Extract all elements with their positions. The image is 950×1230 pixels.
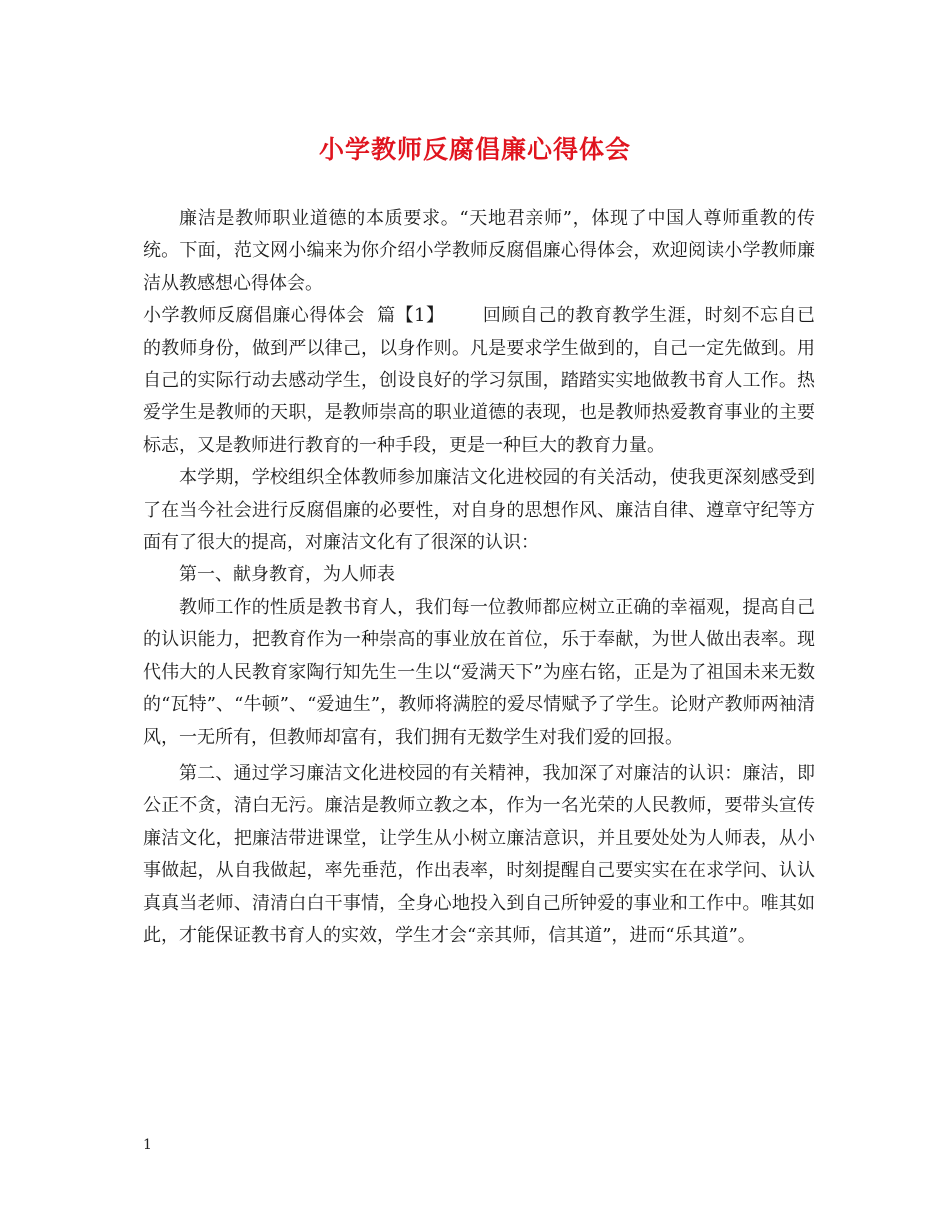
body-paragraph: 本学期，学校组织全体教师参加廉洁文化进校园的有关活动，使我更深刻感受到了在当今社会进行反腐倡廉的必要性，对自身的思想作风、廉洁自律、遵章守纪等方面有了很大的提高，对廉洁文化有了很深的认识： — [143, 467, 815, 554]
intro-paragraph: 廉洁是教师职业道德的本质要求。“天地君亲师”，体现了中国人尊师重教的传统。下面，范文网小编来为你介绍小学教师反腐倡廉心得体会，欢迎阅读小学教师廉洁从教感想心得体会。 — [143, 208, 815, 294]
body-paragraph: 第二、通过学习廉洁文化进校园的有关精神，我加深了对廉洁的认识：廉洁，即公正不贪，清白无污。廉洁是教师立教之本，作为一名光荣的人民教师，要带头宣传廉洁文化，把廉洁带进课堂，让学生从小树立廉洁意识，并且要处处为人师表，从小事做起，从自我做起，率先垂范，作出表率，时刻提醒自己要实实在在求学问、认认真真当老师、清清白白干事情，全身心地投入到自己所钟爱的事业和工作中。唯其如此，才能保证教书育人的实效，学生才会“亲其师，信其道”，进而“乐其道”。 — [143, 762, 815, 946]
section-heading-line — [143, 300, 815, 462]
section-lead-text: 回顾自己的教育教学生涯，时刻不忘自 — [482, 305, 797, 327]
subheading-paragraph: 第一、献身教育，为人师表 — [179, 564, 395, 586]
document-title: 小学教师反腐倡廉心得体会 — [318, 135, 631, 164]
section-heading: 小学教师反腐倡廉心得体会 篇【1】 — [143, 305, 445, 327]
document-body — [143, 203, 815, 952]
body-paragraph: 教师工作的性质是教书育人，我们每一位教师都应树立正确的幸福观，提高自己的认识能力，把教育作为一种崇高的事业放在首位，乐于奉献，为世人做出表率。现代伟大的人民教育家陶行知先生一生以“爱满天下”为座右铭，正是为了祖国未来无数的“瓦特”、“牛顿”、“爱迪生”，教师将满腔的爱尽情赋予了学生。论财产教师两袖清风，一无所有，但教师却富有，我们拥有无数学生对我们爱的回报。 — [143, 596, 815, 748]
section-continuation: 已的教师身份，做到严以律己，以身作则。凡是要求学生做到的，自己一定先做到。用自己的实际行动去感动学生，创设良好的学习氛围，踏踏实实地做教书育人工作。热爱学生是教师的天职，是教师崇高的职业道德的表现，也是教师热爱教育事业的主要标志，又是教师进行教育的一种手段，更是一种巨大的教育力量。 — [143, 305, 815, 456]
page-number: 1 — [143, 1137, 152, 1153]
